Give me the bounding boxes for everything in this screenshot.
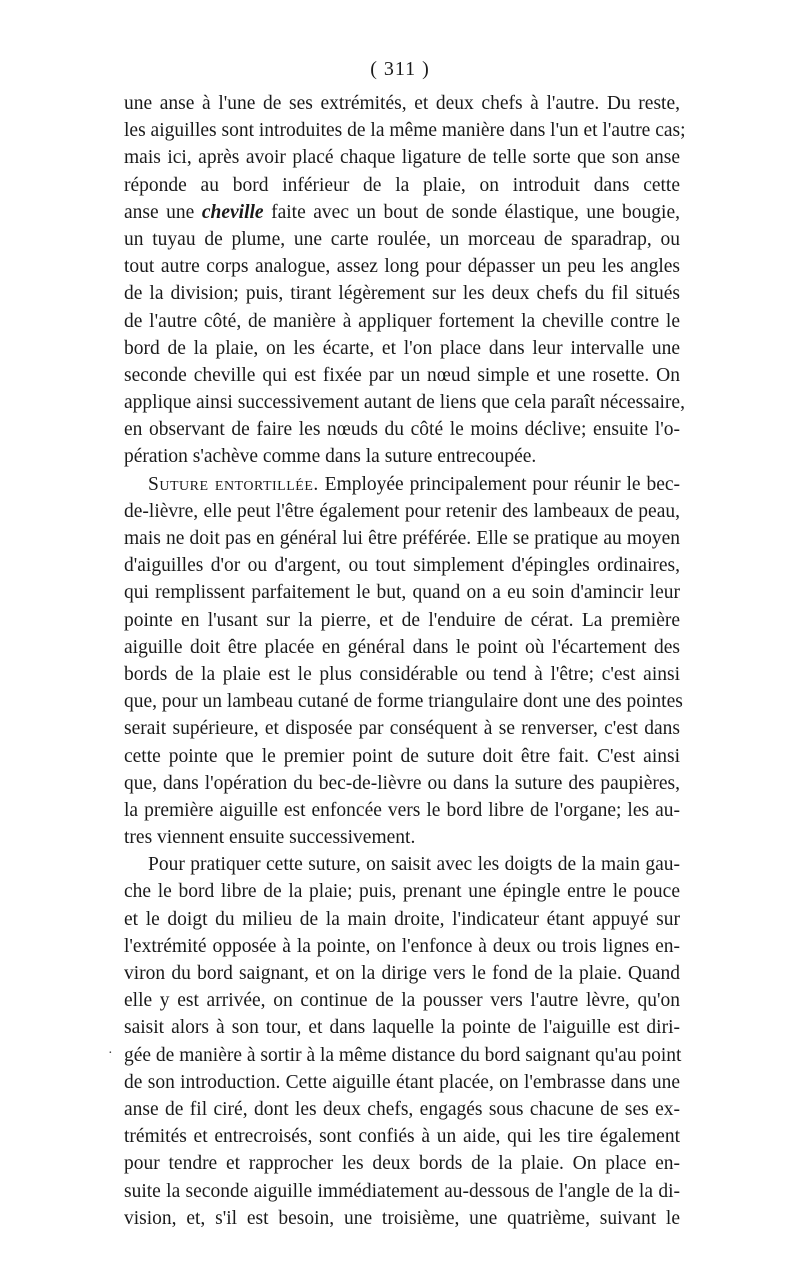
- text-line: réponde au bord inférieur de la plaie, on introduit dans cette: [124, 174, 680, 196]
- text-line: un tuyau de plume, une carte roulée, un morceau de sparadrap, ou: [124, 228, 680, 250]
- text-line: suite la seconde aiguille immédiatement au-dessous de l'angle de la di-: [124, 1180, 680, 1202]
- text-fragment: faite avec un bout de sonde élastique, une bougie,: [271, 201, 680, 223]
- text-line: trémités et entrecroisés, sont confiés à un aide, qui les tire également: [124, 1126, 680, 1148]
- text-line: de son introduction. Cette aiguille étant placée, on l'embrasse dans une: [124, 1071, 680, 1093]
- text-line: seconde cheville qui est fixée par un nœud simple et une rosette. On: [124, 364, 680, 386]
- margin-mark: ·: [108, 1046, 113, 1061]
- text-line: que, dans l'opération du bec-de-lièvre ou dans la suture des paupières,: [124, 772, 680, 794]
- text-line: bords de la plaie est le plus considérable ou tend à l'être; c'est ainsi: [124, 663, 680, 685]
- text-line: de-lièvre, elle peut l'être également pour retenir des lambeaux de peau,: [124, 500, 680, 522]
- text-line: d'aiguilles d'or ou d'argent, ou tout simplement d'épingles ordinaires,: [124, 555, 680, 577]
- text-line: anse de fil ciré, dont les deux chefs, engagés sous chacune de ses ex-: [124, 1098, 680, 1120]
- text-line: pération s'achève comme dans la suture entrecoupée.: [124, 446, 537, 468]
- text-fragment: Employée principalement pour réunir le bec-: [324, 473, 681, 495]
- text-line: saisit alors à son tour, et dans laquelle la pointe de l'aiguille est diri-: [124, 1017, 680, 1039]
- section-heading: Suture entortillée.: [148, 473, 319, 495]
- text-line: che le bord libre de la plaie; puis, prenant une épingle entre le pouce: [124, 881, 680, 903]
- text-line: gée de manière à sortir à la même distance du bord saignant qu'au point: [124, 1044, 682, 1066]
- text-line: de l'autre côté, de manière à appliquer fortement la cheville contre le: [124, 310, 680, 332]
- text-line: aiguille doit être placée en général dans le point où l'écartement des: [124, 636, 680, 658]
- text-line: Pour pratiquer cette suture, on saisit avec les doigts de la main gau-: [148, 854, 680, 876]
- paragraph-1: [124, 90, 686, 471]
- text-line: et le doigt du milieu de la main droite, l'indicateur étant appuyé sur: [124, 908, 680, 930]
- text-line: pointe en l'usant sur la pierre, et de l'enduire de cérat. La première: [124, 609, 680, 631]
- text-line: que, pour un lambeau cutané de forme triangulaire dont une des pointes: [124, 691, 683, 713]
- text-line: cette pointe que le premier point de suture doit être fait. C'est ainsi: [124, 745, 680, 767]
- text-line: bord de la plaie, on les écarte, et l'on place dans leur intervalle une: [124, 337, 680, 359]
- text-line: une anse à l'une de ses extrémités, et deux chefs à l'autre. Du reste,: [124, 93, 680, 114]
- text-line: mais ici, après avoir placé chaque ligature de telle sorte que son anse: [124, 147, 680, 169]
- text-line: l'extrémité opposée à la pointe, on l'enfonce à deux ou trois lignes en-: [124, 935, 680, 957]
- text-line: mais ne doit pas en général lui être préférée. Elle se pratique au moyen: [124, 528, 680, 549]
- text-line: tout autre corps analogue, assez long pour dépasser un peu les angles: [124, 256, 680, 278]
- text-line: applique ainsi successivement autant de liens que cela paraît nécessaire,: [124, 392, 685, 414]
- text-line: elle y est arrivée, on continue de la pousser vers l'autre lèvre, qu'on: [124, 990, 680, 1012]
- page-number: ( 311 ): [370, 58, 430, 80]
- text-line: de la division; puis, tirant légèrement sur les deux chefs du fil situés: [124, 283, 680, 305]
- text-line: vision, et, s'il est besoin, une troisième, une quatrième, suivant le: [124, 1207, 680, 1229]
- paragraph-3: [124, 851, 680, 1232]
- text-line: tres viennent ensuite successivement.: [124, 827, 416, 849]
- text-line: [124, 199, 680, 226]
- text-line: viron du bord saignant, et on la dirige vers le fond de la plaie. Quand: [124, 963, 680, 984]
- paragraph-2: [124, 471, 683, 852]
- body-text: [124, 90, 686, 1232]
- text-line: en observant de faire les nœuds du côté le moins déclive; ensuite l'o-: [124, 419, 680, 441]
- text-line: qui remplissent parfaitement le but, quand on a eu soin d'amincir leur: [124, 582, 680, 604]
- text-line: la première aiguille est enfoncée vers le bord libre de l'organe; les au-: [124, 799, 680, 821]
- text-line: serait supérieure, et disposée par conséquent à se renverser, c'est dans: [124, 718, 680, 740]
- italic-term: cheville: [201, 201, 264, 223]
- text-fragment: anse une: [124, 201, 195, 223]
- text-line: [124, 471, 680, 498]
- text-line: pour tendre et rapprocher les deux bords de la plaie. On place en-: [124, 1153, 680, 1175]
- text-line: les aiguilles sont introduites de la même manière dans l'un et l'autre cas;: [124, 120, 686, 142]
